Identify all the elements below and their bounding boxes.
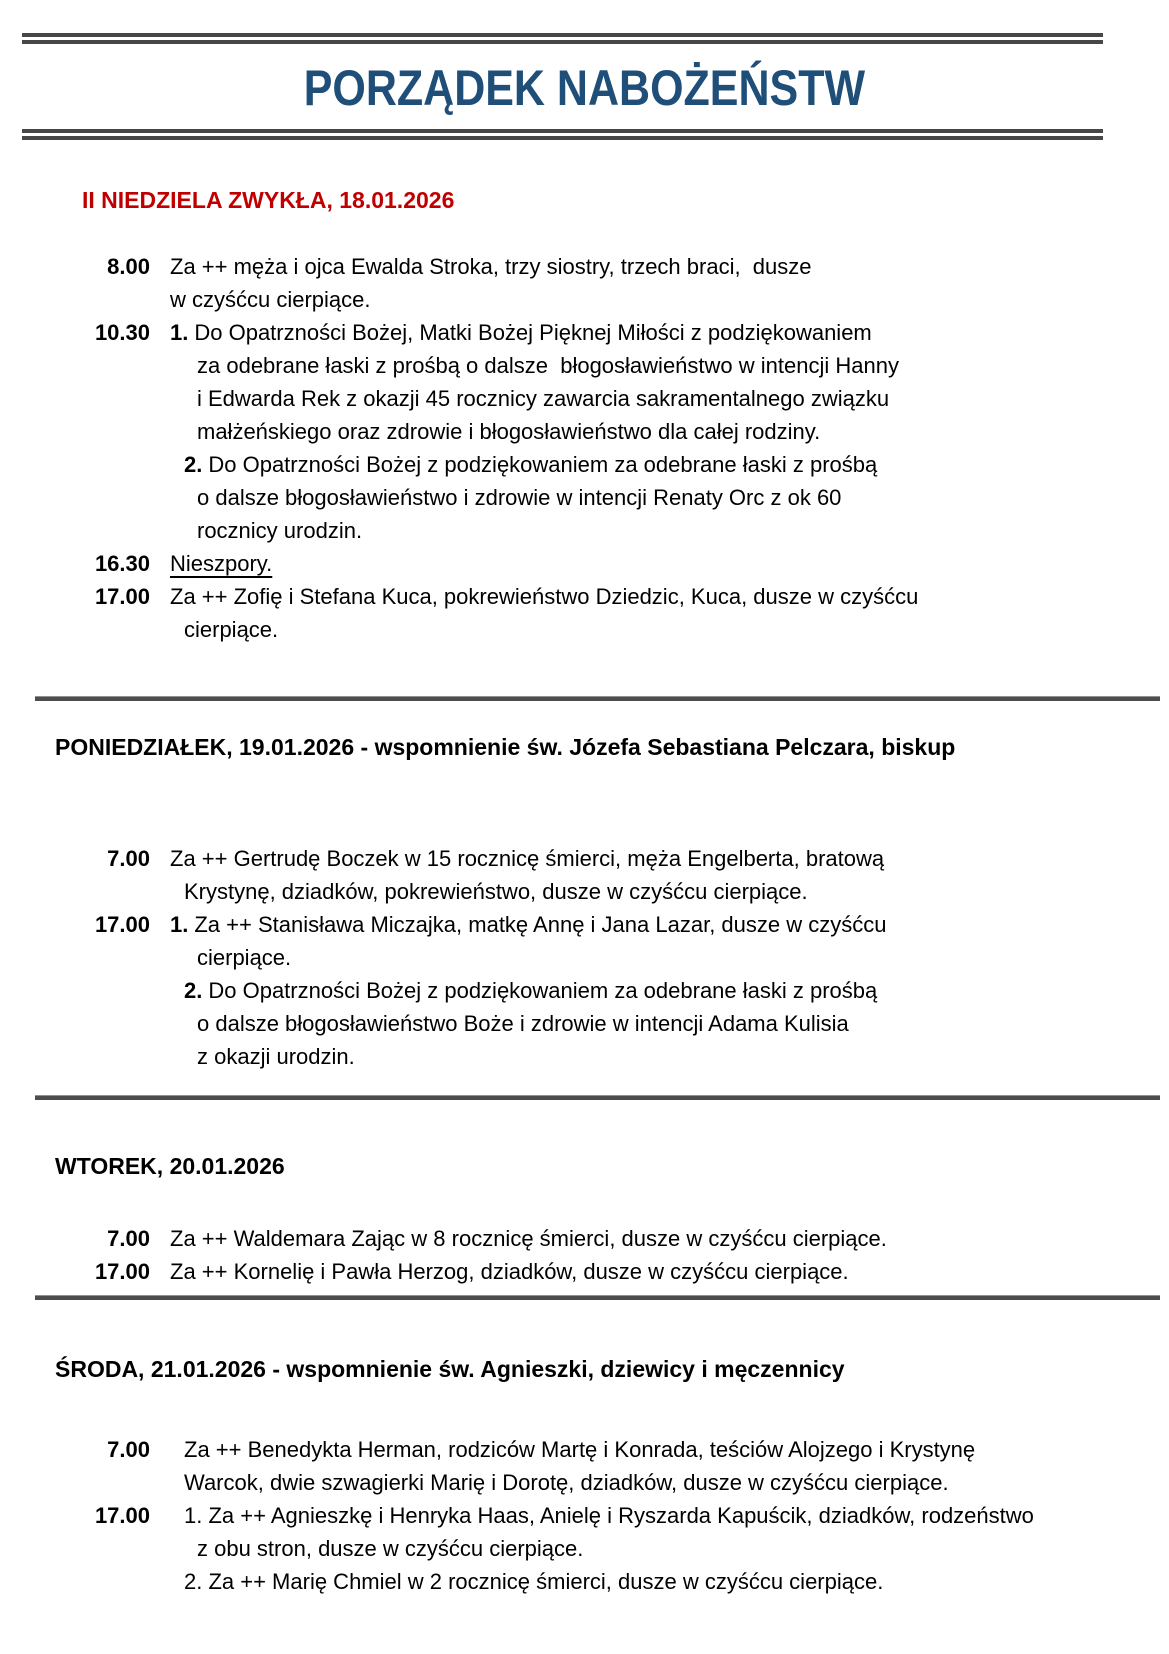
intention-line (170, 1040, 1169, 1073)
intention-line (170, 1466, 1169, 1499)
mass-entry (0, 908, 1169, 1073)
mass-time: 10.30 (94, 320, 150, 345)
intention-line (170, 908, 1169, 941)
mass-time: 7.00 (107, 1437, 150, 1462)
intention-line (170, 842, 1169, 875)
mass-time: 17.00 (94, 912, 150, 937)
rule-line (22, 136, 1103, 140)
intention-line (170, 283, 1169, 316)
section-divider (35, 696, 1160, 701)
intention-text: Do Opatrzności Bożej z podziękowaniem za odebrane łaski z prośbą (208, 452, 878, 477)
mass-entry (0, 1499, 1169, 1598)
section-heading: ŚRODA, 21.01.2026 - wspomnienie św. Agnieszki, dziewicy i męczennicy (55, 1356, 845, 1382)
intention-line (170, 481, 1169, 514)
intention-text: Za ++ Kornelię i Pawła Herzog, dziadków, dusze w czyśćcu cierpiące. (170, 1259, 849, 1284)
intention-text: i Edwarda Rek z okazji 45 rocznicy zawarcia sakramentalnego związku (197, 386, 890, 411)
intention-line (170, 382, 1169, 415)
mass-time: 17.00 (94, 1503, 150, 1528)
mass-entry (0, 547, 1169, 580)
intention-line (170, 1532, 1169, 1565)
intention-line (170, 1433, 1169, 1466)
intention-text: o dalsze błogosławieństwo Boże i zdrowie w intencji Adama Kulisia (197, 1011, 849, 1036)
intention-text: z okazji urodzin. (197, 1044, 355, 1069)
section-entries (0, 250, 1169, 646)
intention-text: cierpiące. (197, 945, 292, 970)
intention-line (170, 415, 1169, 448)
section-entries (0, 1222, 1169, 1288)
mass-schedule (0, 184, 1169, 1598)
mass-time: 17.00 (94, 1259, 150, 1284)
intention-line (170, 316, 1169, 349)
intention-line (170, 974, 1169, 1007)
title-bottom-double-rule (22, 129, 1103, 140)
mass-time: 8.00 (107, 254, 150, 279)
intention-number: 1. (170, 912, 189, 937)
section-divider (35, 1295, 1160, 1300)
day-section-wtorek (0, 1150, 1169, 1288)
mass-entry (0, 1255, 1169, 1288)
intention-line (170, 941, 1169, 974)
day-section-poniedzialek (0, 731, 1169, 1073)
intention-line (170, 547, 1169, 580)
section-heading: II NIEDZIELA ZWYKŁA, 18.01.2026 (82, 187, 455, 213)
page-title-text: PORZĄDEK NABOŻEŃSTW (303, 60, 866, 116)
intention-line (170, 613, 1169, 646)
intention-text: cierpiące. (184, 617, 279, 642)
mass-time: 16.30 (94, 551, 150, 576)
intention-line (170, 514, 1169, 547)
section-entries (0, 842, 1169, 1073)
intention-text: Za ++ Zofię i Stefana Kuca, pokrewieństwo Dziedzic, Kuca, dusze w czyśćcu (170, 584, 919, 609)
intention-text: Za ++ Gertrudę Boczek w 15 rocznicę śmierci, męża Engelberta, bratową (170, 846, 885, 871)
section-heading: WTOREK, 20.01.2026 (55, 1153, 285, 1179)
intention-line (170, 1222, 1169, 1255)
intention-text: Do Opatrzności Bożej z podziękowaniem za odebrane łaski z prośbą (208, 978, 878, 1003)
title-block (0, 33, 1169, 140)
mass-intention (170, 580, 1169, 646)
intention-text: Do Opatrzności Bożej, Matki Bożej Pięknej Miłości z podziękowaniem (194, 320, 872, 345)
intention-line (170, 349, 1169, 382)
intention-line (170, 875, 1169, 908)
intention-text: o dalsze błogosławieństwo i zdrowie w intencji Renaty Orc z ok 60 (197, 485, 842, 510)
mass-time: 17.00 (94, 584, 150, 609)
mass-entry (0, 1433, 1169, 1499)
intention-text: małżeńskiego oraz zdrowie i błogosławieństwo dla całej rodziny. (197, 419, 821, 444)
intention-text: w czyśćcu cierpiące. (170, 287, 371, 312)
intention-line (170, 1255, 1169, 1288)
title-top-double-rule (22, 33, 1103, 44)
intention-text: Za ++ męża i ojca Ewalda Stroka, trzy siostry, trzech braci, dusze (170, 254, 812, 279)
mass-entry (0, 842, 1169, 908)
intention-line (170, 1499, 1169, 1532)
mass-intention (170, 842, 1169, 908)
rule-line (22, 40, 1103, 44)
intention-text: z obu stron, dusze w czyśćcu cierpiące. (197, 1536, 584, 1561)
mass-entry (0, 316, 1169, 547)
intention-text: 1. Za ++ Agnieszkę i Henryka Haas, Anielę i Ryszarda Kapuścik, dziadków, rodzeństwo (184, 1503, 1034, 1528)
intention-text: Nieszpory. (170, 551, 273, 576)
intention-line (170, 448, 1169, 481)
mass-time: 7.00 (107, 1226, 150, 1251)
mass-entry (0, 580, 1169, 646)
intention-number: 2. (184, 452, 203, 477)
intention-text: Za ++ Benedykta Herman, rodziców Martę i Konrada, teściów Alojzego i Krystynę (184, 1437, 976, 1462)
intention-line (170, 250, 1169, 283)
page-title (0, 54, 1169, 122)
mass-intention (170, 1499, 1169, 1598)
intention-text: Za ++ Waldemara Zając w 8 rocznicę śmierci, dusze w czyśćcu cierpiące. (170, 1226, 887, 1251)
intention-line (170, 580, 1169, 613)
intention-text: rocznicy urodzin. (197, 518, 363, 543)
mass-intention (170, 908, 1169, 1073)
mass-intention (170, 547, 1169, 580)
mass-time: 7.00 (107, 846, 150, 871)
mass-intention (170, 1222, 1169, 1255)
intention-text: Za ++ Stanisława Miczajka, matkę Annę i Jana Lazar, dusze w czyśćcu (194, 912, 887, 937)
mass-intention (170, 1255, 1169, 1288)
intention-line (170, 1565, 1169, 1598)
intention-number: 1. (170, 320, 189, 345)
intention-number: 2. (184, 978, 203, 1003)
section-heading: PONIEDZIAŁEK, 19.01.2026 - wspomnienie św. Józefa Sebastiana Pelczara, biskup (55, 734, 956, 760)
intention-text: 2. Za ++ Marię Chmiel w 2 rocznicę śmierci, dusze w czyśćcu cierpiące. (184, 1569, 884, 1594)
day-section-sroda (0, 1353, 1169, 1598)
mass-intention (170, 316, 1169, 547)
intention-text: Krystynę, dziadków, pokrewieństwo, dusze w czyśćcu cierpiące. (184, 879, 808, 904)
day-section-niedziela (0, 184, 1169, 646)
mass-entry (0, 1222, 1169, 1255)
mass-intention (170, 1433, 1169, 1499)
intention-line (170, 1007, 1169, 1040)
intention-text: za odebrane łaski z prośbą o dalsze błogosławieństwo w intencji Hanny (197, 353, 899, 378)
mass-entry (0, 250, 1169, 316)
section-entries (0, 1433, 1169, 1598)
intention-text: Warcok, dwie szwagierki Marię i Dorotę, dziadków, dusze w czyśćcu cierpiące. (184, 1470, 949, 1495)
mass-intention (170, 250, 1169, 316)
section-divider (35, 1095, 1160, 1100)
